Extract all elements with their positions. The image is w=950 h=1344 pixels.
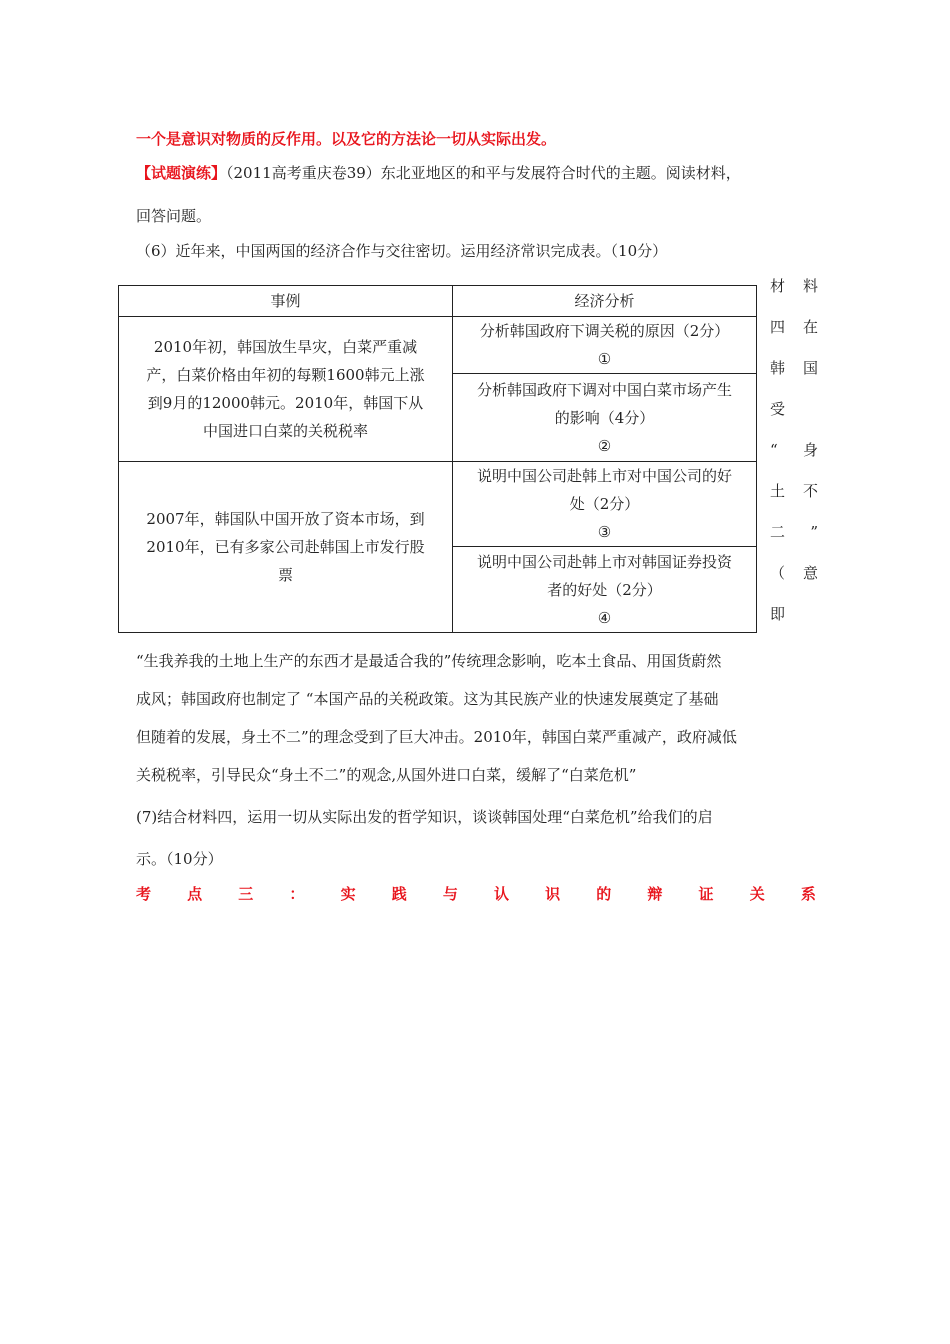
side-char: 韩 [770, 359, 786, 377]
answer-number: ② [597, 436, 612, 455]
intro-line: 一个是意识对物质的反作用。以及它的方法论一切从实际出发。 [136, 130, 557, 148]
heading-char: 认 [493, 885, 509, 903]
case-text-line: 2010年，已有多家公司赴韩国上市发行股 [146, 538, 425, 556]
analysis-text: 者的好处（2分） [547, 580, 662, 599]
side-char: 四 [770, 318, 786, 336]
exercise-line-1 [136, 160, 741, 186]
heading-char: 三 [238, 885, 254, 903]
material-4-line-4: 关税税率，引导民众“身土不二”的观念,从国外进口白菜，缓解了“白菜危机” [136, 766, 637, 784]
heading-char: 辩 [647, 885, 663, 903]
side-char: 材 [770, 277, 786, 295]
side-char: 意 [802, 564, 818, 582]
analysis-text: 说明中国公司赴韩上市对韩国证券投资 [476, 552, 732, 571]
question-7-line-2: 示。（10分） [136, 850, 223, 868]
side-char: “ [770, 441, 778, 459]
answer-number: ① [597, 350, 612, 368]
material-4-line-1: “生我养我的土地上生产的东西才是最适合我的”传统理念影响，吃本土食品、用国货蔚然 [136, 652, 722, 670]
heading-char: 识 [545, 885, 561, 903]
side-char: 身 [802, 441, 818, 459]
header-case: 事例 [119, 286, 453, 317]
side-char: （ [770, 564, 786, 582]
case-capital-market [119, 462, 453, 633]
side-char: 受 [770, 400, 786, 418]
analysis-text: 分析韩国政府下调对中国白菜市场产生 [476, 380, 732, 399]
heading-char: 的 [596, 885, 612, 903]
analysis-cell-2 [453, 374, 757, 462]
heading-char: 实 [340, 885, 356, 903]
material-4-line-2: 成风；韩国政府也制定了 “本国产品的关税政策。这为其民族产业的快速发展奠定了基础 [136, 690, 719, 708]
analysis-text: 说明中国公司赴韩上市对中国公司的好 [476, 467, 732, 485]
heading-char: ： [289, 885, 305, 903]
answer-number: ③ [597, 523, 612, 541]
side-char: 不 [802, 482, 818, 500]
analysis-text: 分析韩国政府下调关税的原因（2分） [479, 322, 730, 340]
header-analysis: 经济分析 [453, 286, 757, 317]
case-text-line: 产，白菜价格由年初的每颗1600韩元上涨 [146, 366, 425, 384]
exercise-line-2: 回答问题。 [136, 207, 212, 225]
side-char: ” [810, 523, 818, 541]
side-char: 在 [802, 318, 818, 336]
economic-table [118, 285, 757, 633]
case-text-line: 2007年，韩国队中国开放了资本市场，到 [146, 510, 425, 528]
case-text-line: 到9月的12000韩元。2010年，韩国下从 [147, 394, 424, 412]
material-4-line-3: 但随着的发展，身土不二”的理念受到了巨大冲击。2010年，韩国白菜严重减产，政府减低 [136, 728, 737, 746]
analysis-text: 的影响（4分） [554, 408, 655, 427]
heading-char: 与 [442, 885, 458, 903]
heading-char: 考 [136, 885, 152, 903]
answer-number: ④ [597, 608, 612, 627]
question-6: （6）近年来，中国两国的经济合作与交往密切。运用经济常识完成表。（10分） [136, 242, 668, 260]
analysis-cell-4 [453, 547, 757, 633]
heading-char: 系 [800, 885, 816, 903]
heading-char: 点 [187, 885, 203, 903]
question-7-line-1: (7)结合材料四，运用一切从实际出发的哲学知识，谈谈韩国处理“白菜危机”给我们的启 [136, 808, 713, 826]
side-char: 料 [802, 277, 818, 295]
case-text-line: 2010年初，韩国放生旱灾，白菜严重减 [153, 338, 418, 356]
exercise-label: 【试题演练】 [136, 164, 227, 182]
case-text-line: 票 [277, 566, 293, 584]
side-char: 即 [770, 605, 786, 623]
side-char: 二 [770, 523, 786, 541]
analysis-text: 处（2分） [569, 495, 640, 513]
analysis-cell-1 [453, 317, 757, 374]
heading-char: 证 [698, 885, 714, 903]
case-text-line: 中国进口白菜的关税税率 [202, 422, 368, 440]
kaodian-heading [136, 883, 816, 904]
side-char: 国 [802, 359, 818, 377]
exercise-source: （2011高考重庆卷39）东北亚地区的和平与发展符合时代的主题。阅读材料， [226, 164, 741, 182]
analysis-cell-3 [453, 462, 757, 547]
heading-char: 践 [391, 885, 407, 903]
side-char: 土 [770, 482, 786, 500]
side-wrapped-text [770, 272, 818, 641]
heading-char: 关 [749, 885, 765, 903]
case-cabbage [119, 317, 453, 462]
